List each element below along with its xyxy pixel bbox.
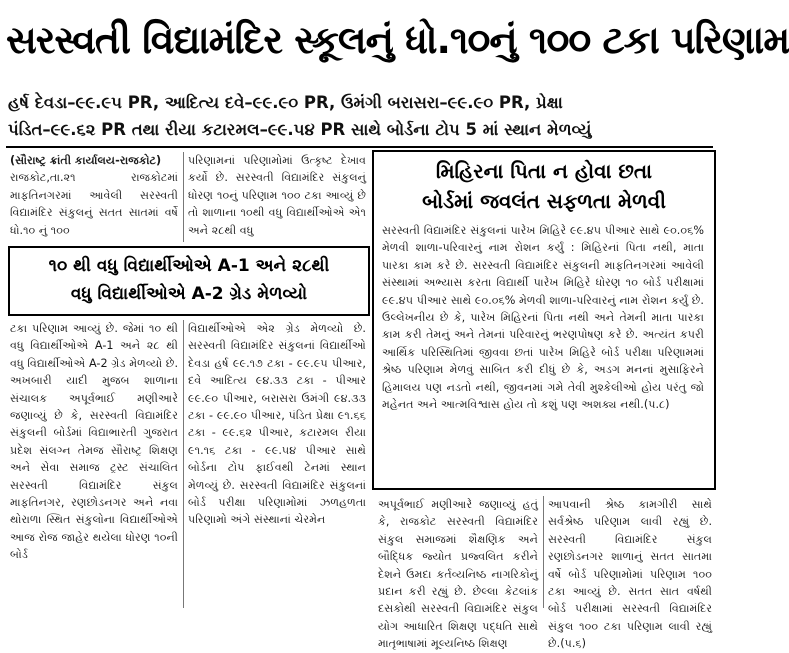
article-paragraph: પરિણામનાં પરિણામોમાં ઉત્કૃષ્ટ દેખાવ કર્યો છે. સરસ્વતી વિદ્યામંદિર સંકુલનું ધોરણ ૧૦નું પરિણામ ૧૦૦ ટકા આવ્યું છે તો શાળાના ૧૦થી વધુ વિદ્યાર્થીઓએ એ૧ અને ૨૮થી વધુ bbox=[188, 154, 366, 237]
article-paragraph: અપૂર્વભાઈ મણીઆરે જણાવ્યું હતું કે, રાજકોટ સરસ્વતી વિદ્યામંદિર સંકુલ સમાજમાં શૈક્ષણિક અને બૌદ્ધિક જ્યોત પ્રજ્વલિત કરીને દેશને ઉમદા કર્તવ્યનિષ્ઠ નાગરિકોનું પ્રદાન કરી રહ્યું છે. છેલ્લા કેટલાંક દસકોથી સરસ્વતી વિદ્યામંદિર સંકુલ યોગ આધારિત શિક્ષણ પદ્ધતિ સાથે માતૃભાષામાં મૂલ્યનિષ્ઠ શિક્ષણ bbox=[378, 498, 538, 651]
article-column-2-bottom bbox=[188, 320, 366, 608]
mihir-story-body: સરસ્વતી વિદ્યામંદિર સંકુલનાં પારેખ મિહિરે ૯૯.૪૫ પીઆર સાથે ૯૦.૦૬% મેળવી શાળા-પરિવારનું નામ રોશન કર્યું : મિહિરનાં પિતા નથી, માતા પારકા કામ કરે છે. સરસ્વતી વિદ્યામંદિર સંકુલની માફતિનગરમાં આવેલી સંસ્થામાં અભ્યાસ કરતા વિદ્યાર્થી પારેખ મિહિરે ધોરણ ૧૦ બોર્ડ પરીક્ષામાં ૯૯.૪૫ પીઆર સાથે ૯૦.૦૬% મેળવી શાળા-પરિવારનું નામ રોશન કર્યું છે. ઉલ્લેખનીય છે કે, પારેખ મિહિરનાં પિતા નથી અને તેમની માતા પારકા કામ કરી તેમનું અને તેમનાં પરિવારનું ભરણપોષણ કરે છે. અત્યંત કપરી આર્થિક પરિસ્થિતિમાં જીવવા છતાં પારેખ મિહિરે બોર્ડ પરીક્ષા પરિણામમાં શ્રેષ્ઠ પરિણામ મેળવું સાબિત કરી દીધું છે કે, અડગ મનનાં મુસાફિરને હિમાલય પણ નડતો નથી, જીવનમાં ગમે તેવી મુશ્કેલીઓ હોય પરંતુ જો મહેનત અને આત્મવિશ્વાસ હોય તો કશું પણ અશક્ય નથી.(પ.૮) bbox=[382, 224, 704, 412]
article-column-4-bottom bbox=[548, 496, 712, 651]
article-paragraph: રાજકોટ,તા.૨૧ રાજકોટમાં માફતિનગરમાં આવેલી સરસ્વતી વિદ્યામંદિર સંકુલનું સતત સાતમાં વર્ષે ધો.૧૦ નું ૧૦૦ bbox=[10, 171, 178, 237]
grades-highlight-line-2: વધુ વિદ્યાર્થીઓએ A-2 ગ્રેડ મેળવ્યો bbox=[70, 284, 308, 304]
article-column-1-bottom bbox=[10, 320, 178, 608]
column-divider bbox=[183, 320, 184, 608]
article-column-2-top bbox=[188, 152, 366, 242]
dateline: (સૌરાષ્ટ્ર ક્રાંતી કાર્યાલય-રાજકોટ) bbox=[10, 154, 162, 167]
article-paragraph: વિદ્યાર્થીઓએ એ૨ ગ્રેડ મેળવ્યો છે. સરસ્વતી વિદ્યામંદિર સંકુલનાં વિદ્યાર્થીઓ દેવડા હર્ષ ૯૯.૧૭ ટકા - ૯૯.૯૫ પીઆર, દવે આદિત્ય ૯૪.૩૩ ટકા - પીઆર ૯૯.૯૦ પીઆર, બરાસરા ઉમંગી ૯૪.૩૩ ટકા - ૯૯.૯૦ પીઆર, પંડિત પ્રેક્ષા ૯૧.૬૬ ટકા - ૯૯.૬૨ પીઆર, કટારમલ રીયા ૯૧.૧૬ ટકા - ૯૯.૫૪ પીઆર સાથે બોર્ડના ટોપ ફાઈવથી ટેનમાં સ્થાન મેળવ્યું છે. સરસ્વતી વિદ્યામંદિર સંકુલનાં બોર્ડ પરીક્ષા પરિણામોમાં ઝળહળતા પરિણામો અંગે સંસ્થાનાં ચેરમેન bbox=[188, 322, 366, 527]
column-divider bbox=[543, 496, 544, 608]
mihir-story-title-line-1: મિહિરના પિતા ન હોવા છતા bbox=[435, 159, 653, 183]
article-paragraph: ટકા પરિણામ આવ્યું છે. જેમાં ૧૦ થી વધુ વિદ્યાર્થીઓએ A-1 અને ૨૮ થી વધુ વિદ્યાર્થીઓએ A-2 ગ્રેડ મેળવ્યો છે. અખબારી યાદી મુજબ શાળાના સંચાલક અપૂર્વભાઈ મણીઆરે જણાવ્યું છે કે, સરસ્વતી વિદ્યામંદિર સંકુલની બોર્ડમાં વિદ્યાભારતી ગુજરાત પ્રદેશ સંલગ્ન તેમજ સૌરાષ્ટ્ર શિક્ષણ અને સેવા સમાજ ટ્રસ્ટ સંચાલિત સરસ્વતી વિદ્યામંદિર સંકુલ માફતિનગર, રણછોડનગર અને નવા થોરાળા સ્થિત સંકુલોના વિદ્યાર્થીઓએ આજ રોજ જાહેર થયેલા ધોરણ ૧૦ની બોર્ડ bbox=[10, 322, 178, 562]
grades-highlight-line-1: ૧૦ થી વધુ વિદ્યાર્થીઓએ A-1 અને ૨૮થી bbox=[48, 256, 330, 276]
article-column-1-top bbox=[10, 152, 178, 242]
mihir-story-title-line-2: બોર્ડમાં જવલંત સફળતા મેળવી bbox=[422, 189, 666, 213]
article-paragraph: આપવાની શ્રેષ્ઠ કામગીરી સાથે સર્વશ્રેષ્ઠ પરિણામ લાવી રહ્યું છે. સરસ્વતી વિદ્યામંદિર સંકુલ રણછોડનગર શાળાનું સતત સાતમા વર્ષે બોર્ડ પરિણામોમાં પરિણામ ૧૦૦ ટકા આવ્યું છે. સતત સાત વર્ષથી બોર્ડ પરીક્ષામાં સરસ્વતી વિદ્યામંદિર સંકુલ ૧૦૦ ટકા પરિણામ લાવી રહ્યું છે.(પ.૬) bbox=[548, 498, 712, 651]
grades-highlight-box bbox=[8, 246, 370, 316]
headline: સરસ્વતી વિદ્યામંદિર સ્કૂલનું ધો.૧૦નું ૧૦૦ ટકા પરિણામ bbox=[6, 18, 789, 62]
subheadline-line-1: હર્ષ દેવડા–૯૯.૯૫ PR, આદિત્ય દવે–૯૯.૯૦ PR, ઉમંગી બરાસરા–૯૯.૯૦ PR, પ્રેક્ષા bbox=[8, 93, 563, 112]
subheadline-line-2: પંડિત–૯૯.૬૨ PR તથા રીયા કટારમલ–૯૯.૫૪ PR સાથે બોર્ડના ટોપ 5 માં સ્થાન મેળવ્યું bbox=[8, 120, 592, 139]
subheadline-divider bbox=[6, 146, 713, 148]
article-column-3-bottom bbox=[378, 496, 538, 651]
mihir-story-box bbox=[372, 150, 716, 490]
column-divider bbox=[183, 152, 184, 242]
